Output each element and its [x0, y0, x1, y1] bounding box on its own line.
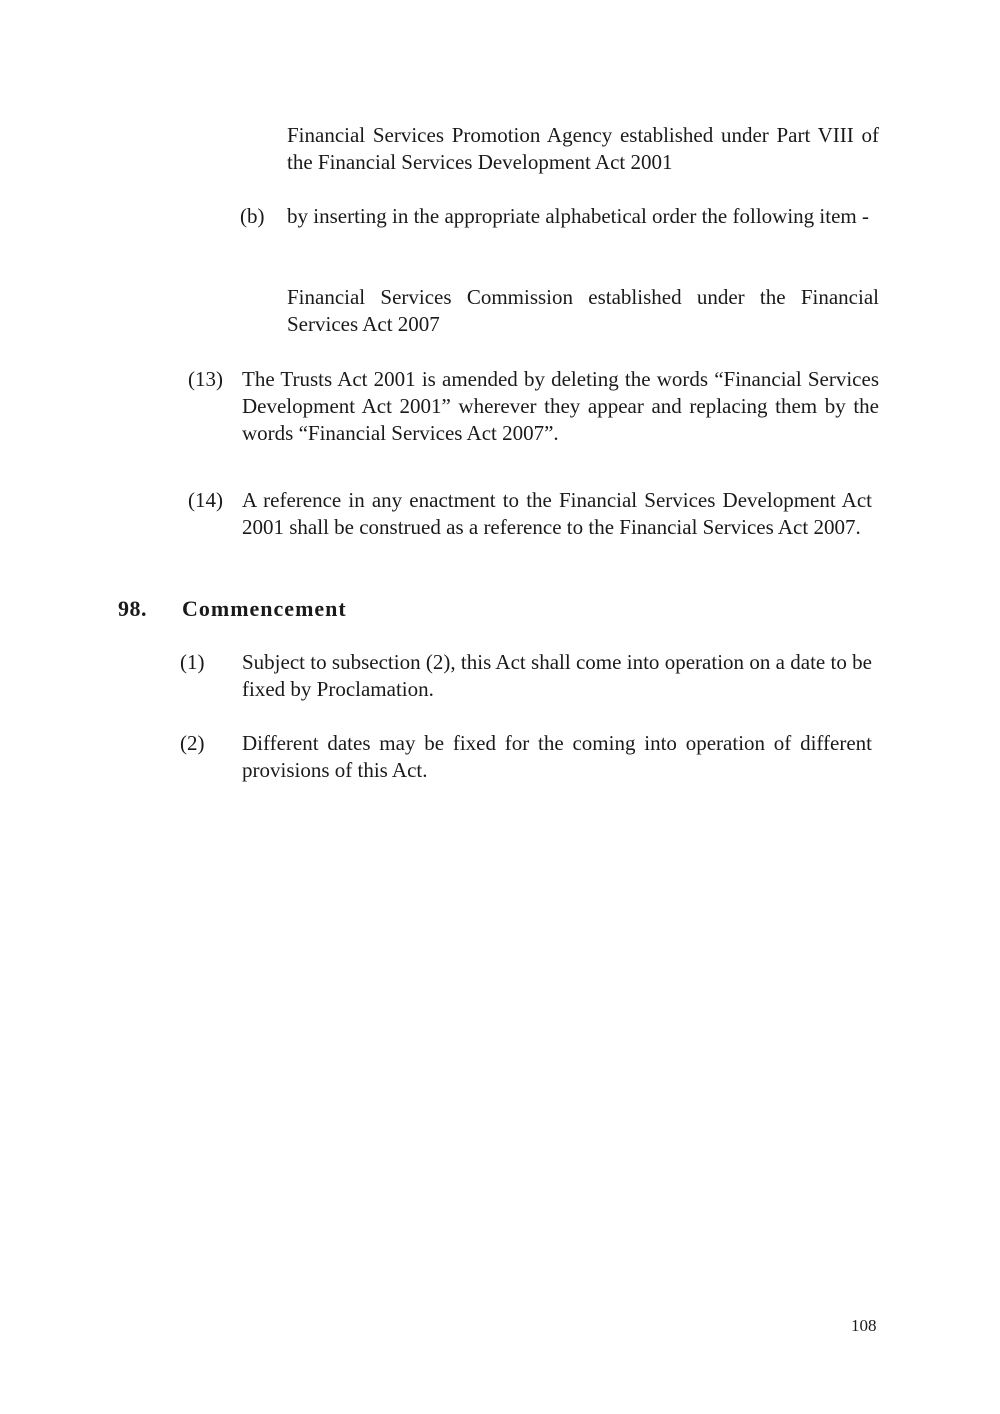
subsection-14-label: (14): [188, 488, 223, 512]
subsection-14-text: A reference in any enactment to the Financial Services Development Act 2001 shall be construed as a reference to the Financial Services Act 2007.: [242, 488, 872, 539]
section-98-subsection-1-text: Subject to subsection (2), this Act shall come into operation on a date to be fixed by Proclamation.: [242, 650, 872, 701]
subsection-13-label: (13): [188, 367, 223, 391]
item-b-label: (b): [240, 204, 265, 228]
section-98-subsection-1-label: (1): [180, 650, 205, 674]
section-title: Commencement: [182, 596, 347, 621]
inserted-item-text: Financial Services Commission established under the Financial Services Act 2007: [287, 285, 879, 336]
continuation-text: Financial Services Promotion Agency established under Part VIII of the Financial Services Development Act 2001: [287, 123, 879, 174]
item-b-text: by inserting in the appropriate alphabetical order the following item -: [287, 204, 869, 228]
section-98-subsection-2-label: (2): [180, 731, 205, 755]
section-98-subsection-2-text: Different dates may be fixed for the coming into operation of different provisions of this Act.: [242, 731, 872, 782]
subsection-13-text: The Trusts Act 2001 is amended by deleting the words “Financial Services Development Act 2001” wherever they appear and replacing them by the words “Financial Services Act 2007”.: [242, 367, 879, 445]
section-number: 98.: [118, 596, 147, 621]
page-number: 108: [851, 1316, 877, 1335]
